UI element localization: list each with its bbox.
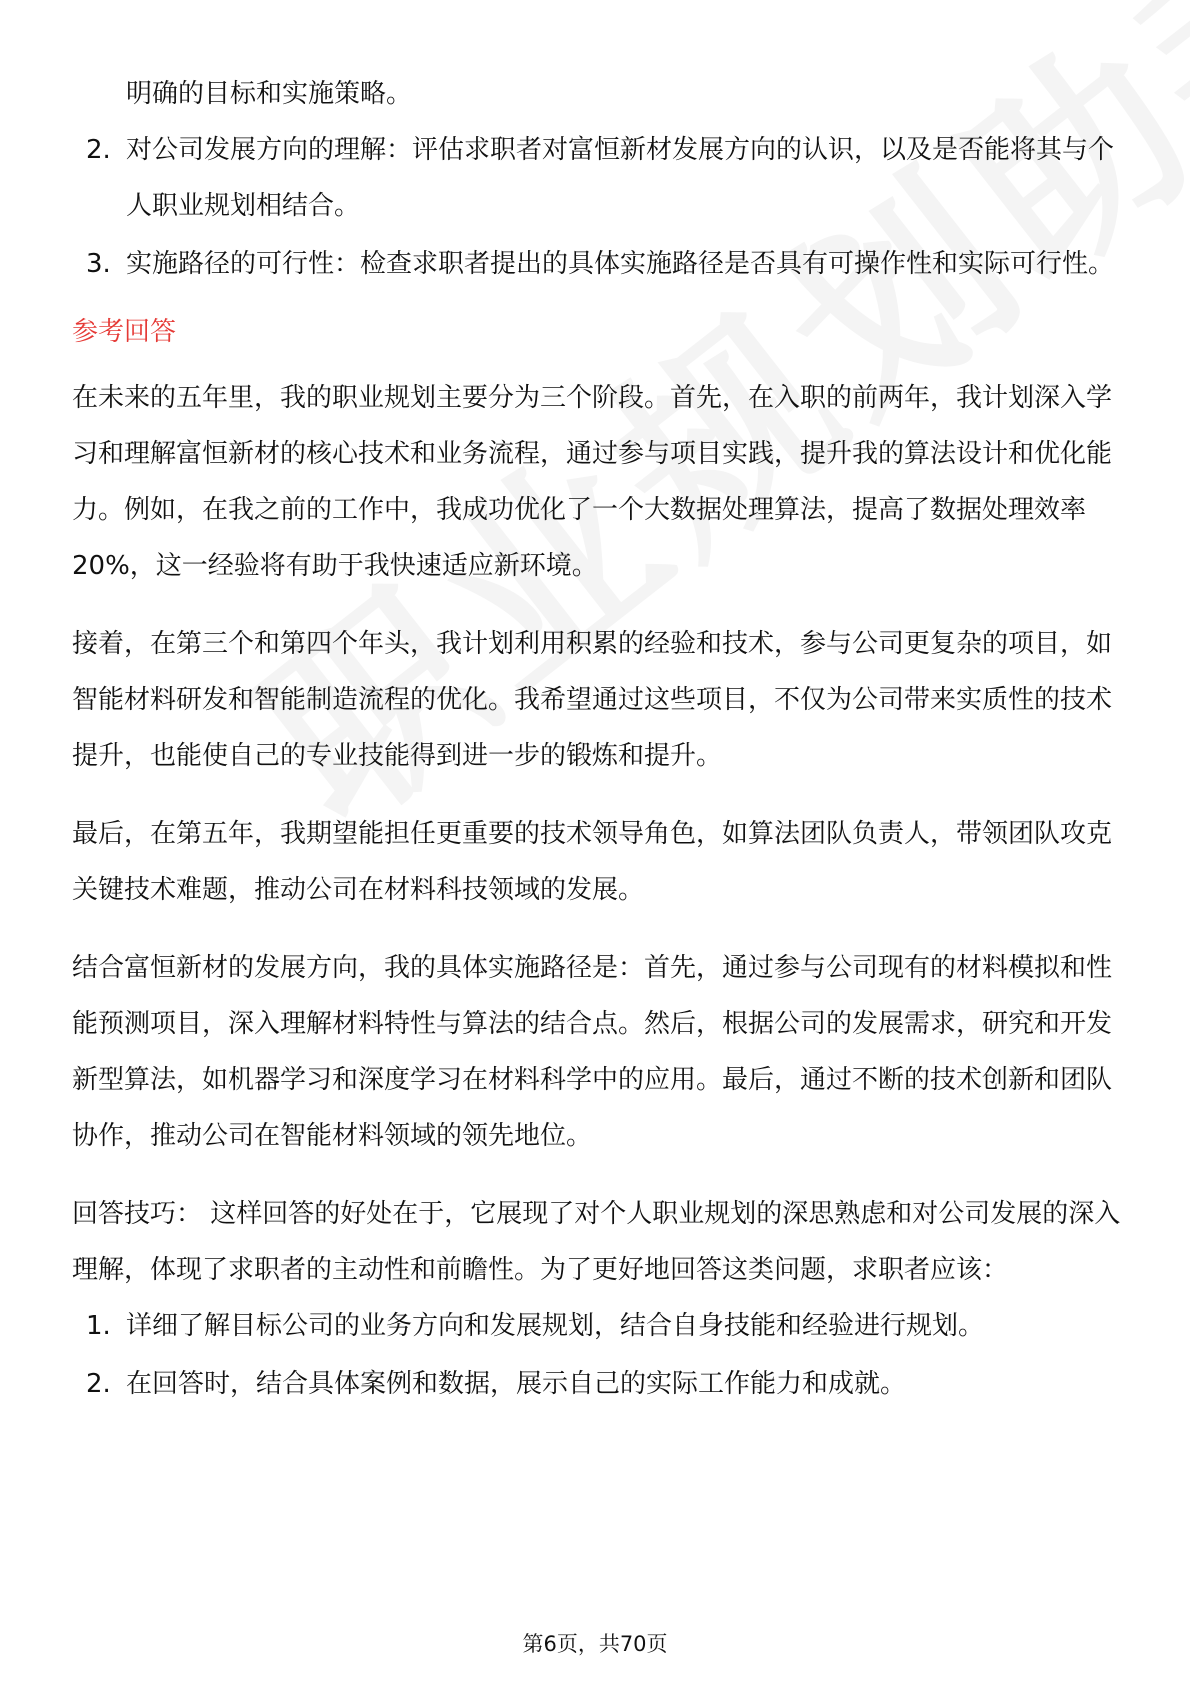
list-item-text: 对公司发展方向的理解：评估求职者对富恒新材发展方向的认识，以及是否能将其与个人职业规划相结合。 [126, 135, 1115, 221]
list-item [72, 1298, 1122, 1354]
answer-paragraph: 接着，在第三个和第四个年头，我计划利用积累的经验和技术，参与公司更复杂的项目，如智能材料研发和智能制造流程的优化。我希望通过这些项目，不仅为公司带来实质性的技术提升，也能使自己的专业技能得到进一步的锻炼和提升。 [72, 629, 1113, 771]
evaluation-criteria-list [72, 122, 1122, 292]
list-item-text: 实施路径的可行性：检查求职者提出的具体实施路径是否具有可操作性和实际可行性。 [126, 249, 1115, 279]
tips-list [72, 1298, 1122, 1412]
list-item-text: 详细了解目标公司的业务方向和发展规划，结合自身技能和经验进行规划。 [126, 1311, 985, 1341]
list-number: 2. [86, 135, 111, 165]
section-heading: 参考回答 [72, 317, 177, 347]
page-content [72, 66, 1122, 1414]
answer-paragraph: 结合富恒新材的发展方向，我的具体实施路径是：首先，通过参与公司现有的材料模拟和性能预测项目，深入理解材料特性与算法的结合点。然后，根据公司的发展需求，研究和开发新型算法，如机器学习和深度学习在材料科学中的应用。最后，通过不断的技术创新和团队协作，推动公司在智能材料领域的领先地位。 [72, 953, 1113, 1151]
list-item [72, 122, 1122, 234]
list-item-text: 在回答时，结合具体案例和数据，展示自己的实际工作能力和成就。 [126, 1369, 907, 1399]
continuation-line: 明确的目标和实施策略。 [126, 79, 413, 109]
page-footer: 第6页，共70页 [522, 1632, 668, 1656]
list-number: 2. [86, 1369, 111, 1399]
answer-paragraph: 在未来的五年里，我的职业规划主要分为三个阶段。首先，在入职的前两年，我计划深入学习和理解富恒新材的核心技术和业务流程，通过参与项目实践，提升我的算法设计和优化能力。例如，在我之前的工作中，我成功优化了一个大数据处理算法，提高了数据处理效率20%，这一经验将有助于我快速适应新环境。 [72, 383, 1113, 581]
list-item [72, 1356, 1122, 1412]
list-number: 3. [86, 249, 111, 279]
answer-paragraph: 最后，在第五年，我期望能担任更重要的技术领导角色，如算法团队负责人，带领团队攻克关键技术难题，推动公司在材料科技领域的发展。 [72, 819, 1113, 905]
list-item [72, 236, 1122, 292]
tips-paragraph: 回答技巧： 这样回答的好处在于，它展现了对个人职业规划的深思熟虑和对公司发展的深入理解，体现了求职者的主动性和前瞻性。为了更好地回答这类问题，求职者应该： [72, 1199, 1121, 1285]
list-number: 1. [86, 1311, 111, 1341]
